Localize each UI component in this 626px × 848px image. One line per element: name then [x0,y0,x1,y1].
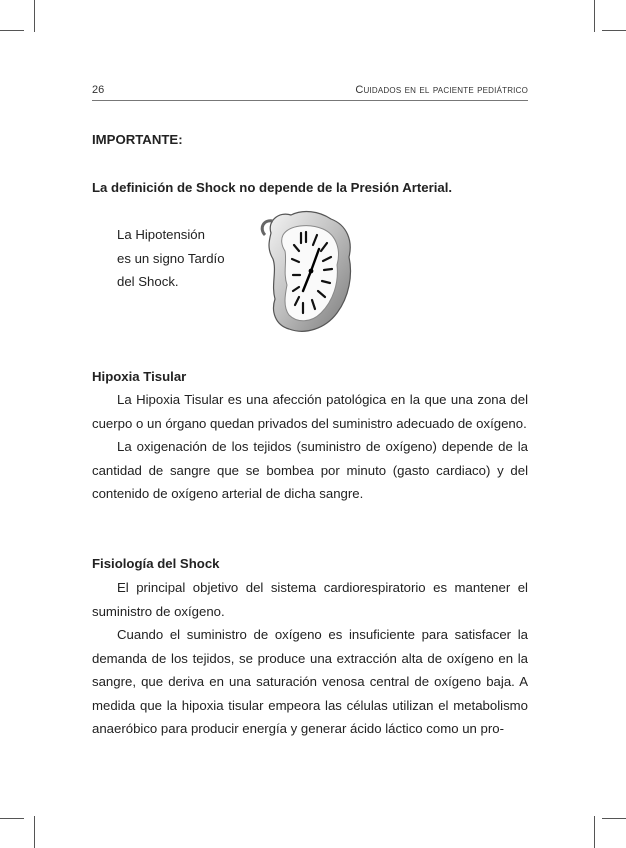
melting-clock-icon [257,205,362,337]
section-heading: Hipoxia Tisular [92,369,187,384]
section-heading: Fisiología del Shock [92,556,220,571]
section-body [92,388,528,506]
callout-line: es un signo Tardío [117,250,225,266]
important-label: IMPORTANTE: [92,132,183,147]
crop-mark-bottom-left [34,816,35,848]
section-body [92,576,528,741]
crop-mark-top-left [34,0,35,32]
running-title: Cuidados en el paciente pediátrico [355,84,528,96]
crop-mark-top-right [594,0,595,32]
callout-text [117,223,257,294]
running-header [92,84,528,101]
crop-mark-bottom-right [594,816,595,848]
paragraph: La Hipoxia Tisular es una afección patológica en la que una zona del cuerpo o un órgano quedan privados del suministro adecuado de oxígeno. [92,392,528,431]
key-statement: La definición de Shock no depende de la Presión Arterial. [92,180,453,195]
crop-mark-bottom-right-h [602,818,626,819]
crop-mark-top-left-h [0,30,24,31]
paragraph: El principal objetivo del sistema cardiorespiratorio es mantener el suministro de oxígeno. [92,580,528,619]
callout-line: La Hipotensión [117,227,205,242]
paragraph: Cuando el suministro de oxígeno es insuficiente para satisfacer la demanda de los tejidos, se produce una extracción alta de oxígeno en la sangre, que deriva en una saturación venosa central de oxígeno baja. A medida que la hipoxia tisular empeora las células utilizan el metabolismo anaeróbico para producir energía y generar ácido láctico como un pro- [92,627,528,736]
crop-mark-bottom-left-h [0,818,24,819]
crop-mark-top-right-h [602,30,626,31]
page-number: 26 [92,84,105,96]
paragraph: La oxigenación de los tejidos (suministro de oxígeno) depende de la cantidad de sangre que se bombea por minuto (gasto cardiaco) y del contenido de oxígeno arterial de dicha sangre. [92,439,528,501]
callout-line: del Shock. [117,274,179,289]
